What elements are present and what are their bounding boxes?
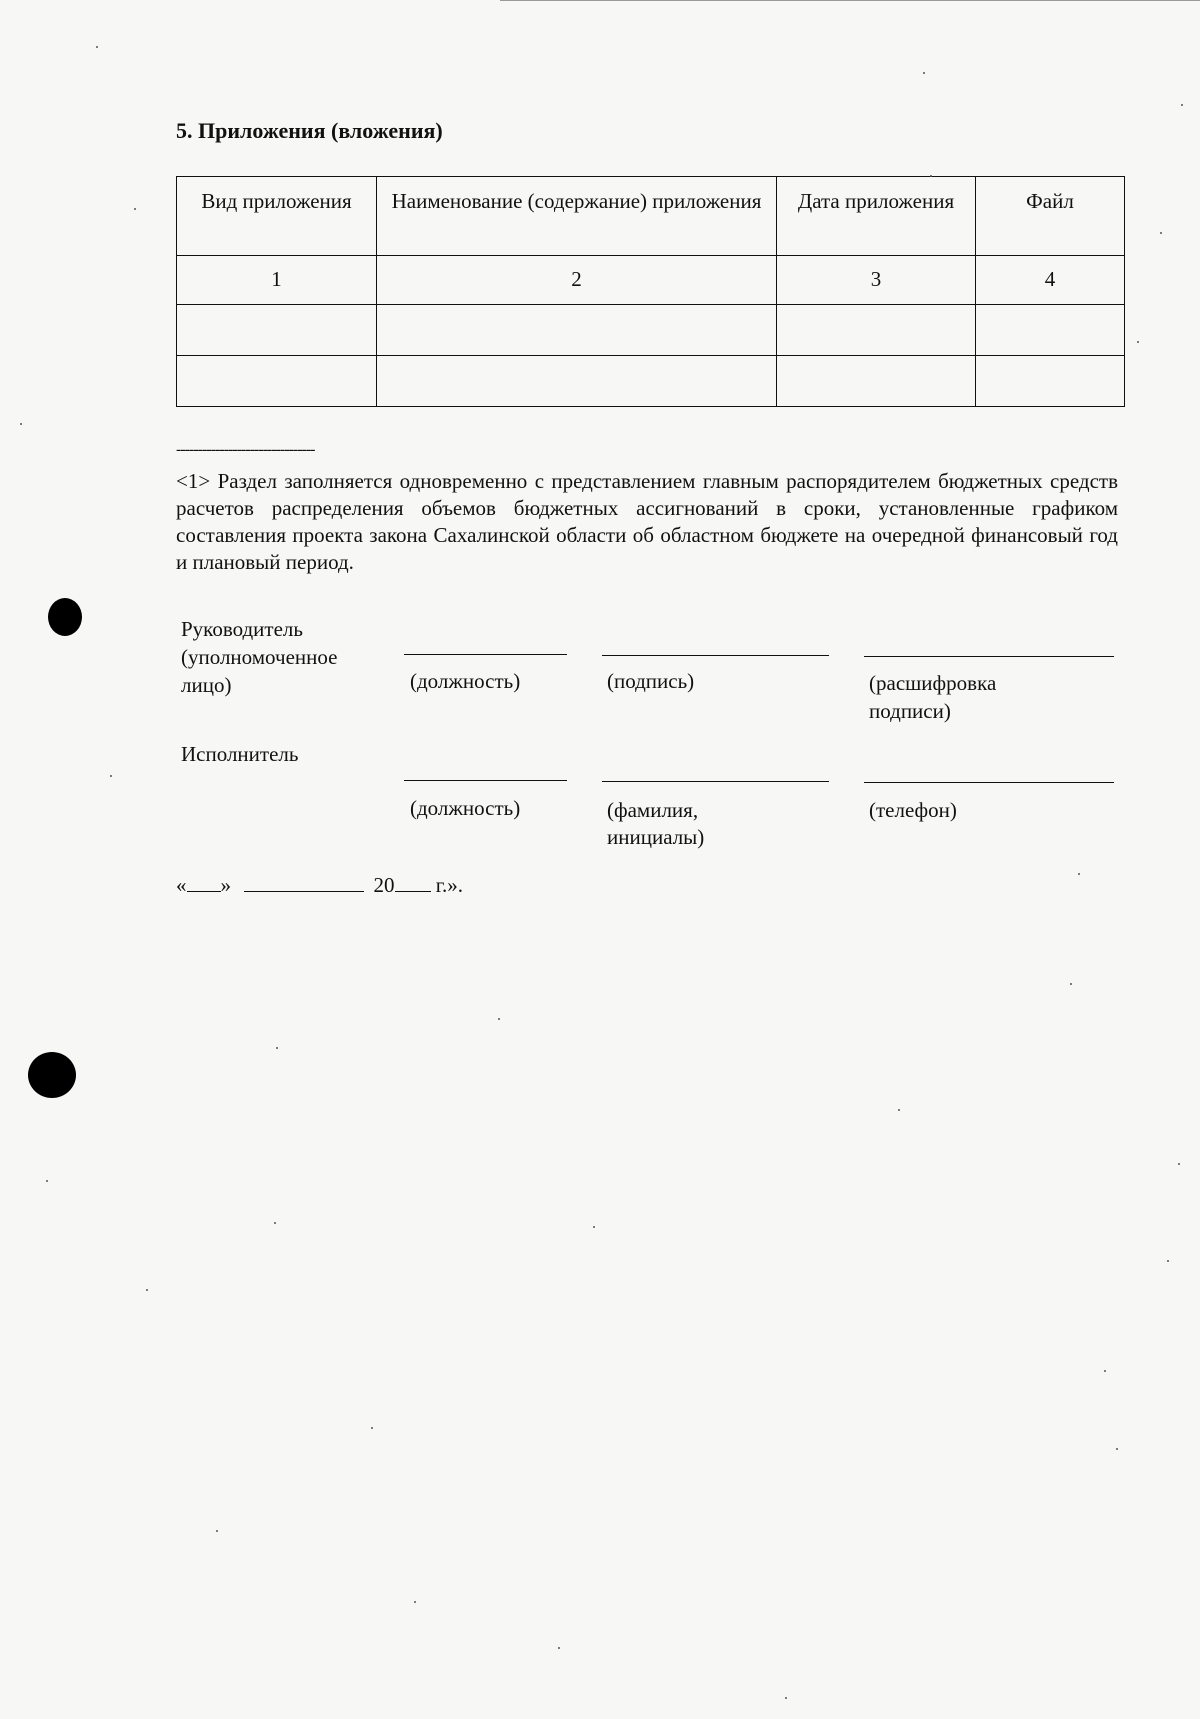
executor-name-caption-line1: (фамилия, [607,798,699,822]
head-decode-caption-line1: (расшифровка [869,671,997,695]
table-row [177,356,1125,407]
punch-hole-top [48,598,82,636]
head-position-line[interactable] [404,654,567,655]
executor-phone-line[interactable] [864,782,1114,783]
footnote-text: <1> Раздел заполняется одновременно с представлением главным распорядителем бюджетных средств расчетов распределения объемов бюджетных ассигнований в сроки, установленные графиком составления проекта закона Сахалинской области об областном бюджете на очередной финансовый год и плановый период. [176,469,1118,574]
head-decode-caption-line2: подписи) [869,699,951,723]
table-cell[interactable] [377,356,777,407]
date-close-quote: » [220,873,231,897]
table-number-row [177,256,1125,305]
table-cell[interactable] [976,356,1125,407]
header-cell-name: Наименование (содержание) приложения [377,177,777,256]
number-cell: 3 [777,256,976,305]
date-year-blank[interactable] [395,873,431,892]
footnote-separator: -------------------------------- [176,441,315,458]
date-year-prefix: 20 [373,873,395,897]
date-suffix: г.». [435,873,463,897]
header-cell-type: Вид приложения [177,177,377,256]
date-line [176,873,463,898]
head-signature-caption: (подпись) [607,669,695,693]
head-signature-line[interactable] [602,655,829,656]
head-label-line1: Руководитель [181,617,303,641]
number-cell: 1 [177,256,377,305]
date-day-blank[interactable] [187,873,221,892]
header-cell-file: Файл [976,177,1125,256]
date-open-quote: « [176,873,187,897]
punch-hole-bottom [28,1052,76,1098]
date-month-blank[interactable] [244,873,364,892]
table-header-row [177,177,1125,256]
table-cell[interactable] [177,305,377,356]
head-label-line3: лицо) [181,673,232,697]
table-cell[interactable] [777,305,976,356]
executor-position-line[interactable] [404,780,567,781]
number-cell: 2 [377,256,777,305]
header-cell-date: Дата приложения [777,177,976,256]
head-label-line2: (уполномоченное [181,645,338,669]
executor-position-caption: (должность) [410,796,521,820]
number-cell: 4 [976,256,1125,305]
table-cell[interactable] [976,305,1125,356]
table-row [177,305,1125,356]
head-position-caption: (должность) [410,669,521,693]
table-cell[interactable] [777,356,976,407]
attachments-table [176,176,1125,407]
scan-edge-line [500,0,1200,3]
head-decode-line[interactable] [864,656,1114,657]
executor-label: Исполнитель [181,742,299,766]
executor-name-caption-line2: инициалы) [607,825,705,849]
table-cell[interactable] [177,356,377,407]
section-title: 5. Приложения (вложения) [176,118,443,143]
executor-name-line[interactable] [602,781,829,782]
executor-phone-caption: (телефон) [869,798,957,822]
table-cell[interactable] [377,305,777,356]
